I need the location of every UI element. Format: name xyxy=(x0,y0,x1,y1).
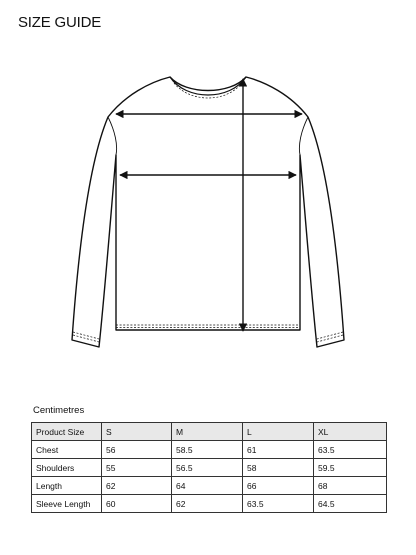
page-title: SIZE GUIDE xyxy=(18,14,102,31)
cell: 63.5 xyxy=(314,441,387,459)
cell: 58 xyxy=(243,459,314,477)
right-armhole-seam xyxy=(299,117,308,155)
row-label: Sleeve Length xyxy=(32,495,102,513)
sweatshirt-outline xyxy=(72,77,344,347)
header-size-m: M xyxy=(172,423,243,441)
cell: 64 xyxy=(172,477,243,495)
left-cuff-stitch xyxy=(73,332,99,339)
cell: 59.5 xyxy=(314,459,387,477)
row-label: Shoulders xyxy=(32,459,102,477)
cell: 56.5 xyxy=(172,459,243,477)
cell: 63.5 xyxy=(243,495,314,513)
left-armhole-seam xyxy=(108,117,117,155)
cell: 55 xyxy=(102,459,172,477)
header-product-size: Product Size xyxy=(32,423,102,441)
cell: 61 xyxy=(243,441,314,459)
cell: 64.5 xyxy=(314,495,387,513)
header-size-l: L xyxy=(243,423,314,441)
cell: 56 xyxy=(102,441,172,459)
table-row xyxy=(32,495,387,513)
row-label: Chest xyxy=(32,441,102,459)
table-header-row xyxy=(32,423,387,441)
cell: 66 xyxy=(243,477,314,495)
garment-diagram xyxy=(0,55,416,355)
cell: 58.5 xyxy=(172,441,243,459)
header-size-s: S xyxy=(102,423,172,441)
cell: 62 xyxy=(102,477,172,495)
right-cuff-stitch xyxy=(317,332,343,339)
table-row xyxy=(32,459,387,477)
size-table xyxy=(31,422,387,513)
header-size-xl: XL xyxy=(314,423,387,441)
cell: 62 xyxy=(172,495,243,513)
table-row xyxy=(32,477,387,495)
row-label: Length xyxy=(32,477,102,495)
table-row xyxy=(32,441,387,459)
cell: 60 xyxy=(102,495,172,513)
cell: 68 xyxy=(314,477,387,495)
units-label: Centimetres xyxy=(33,405,85,416)
collar xyxy=(170,77,246,95)
